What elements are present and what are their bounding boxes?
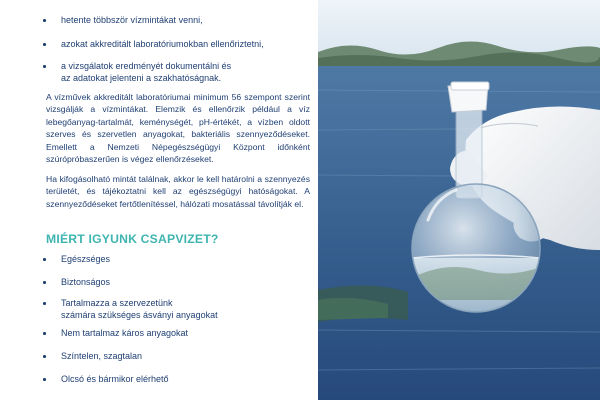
water-sample-photo (318, 0, 600, 400)
bullet-icon (43, 19, 46, 22)
list-item: a vizsgálatok eredményét dokumentálni és az adatokat jelenteni a szakhatóságnak. (48, 60, 231, 84)
bullet-icon (43, 43, 46, 46)
paragraph-lab-testing: A vízművek akkreditált laboratóriumai minimum 56 szempont szerint vizsgálják a vízmintákat. Elemzik és ellenőrzik például a víz lebegőanyag-tartalmát, keménységét, pH-értékét, a vízben oldott szerves és szervetlen anyagokat, bakteriális szennyeződéseket. Emellett a Nemzeti Népegészségügyi Központ időnként szúrópróbaszerűen is végez ellenőrzéseket. (46, 92, 310, 165)
bullet-icon (43, 378, 46, 381)
bullet-icon (43, 332, 46, 335)
list-item: Tartalmazza a szervezetünk számára szükséges ásványi anyagokat (48, 297, 218, 321)
photo-panel (318, 0, 600, 400)
list-item: Színtelen, szagtalan (48, 350, 142, 362)
list-item: Biztonságos (48, 276, 110, 288)
bullet-icon (43, 65, 46, 68)
list-item: Egészséges (48, 253, 110, 265)
list-item: Nem tartalmaz káros anyagokat (48, 327, 188, 339)
paragraph-contamination: Ha kifogásolható mintát találnak, akkor le kell határolni a szennyezés területét, és tájékoztatni kell az egészségügyi hatóságokat. A szennyeződéseket fertőtlenítéssel, hálózati mosatással távolítják el. (46, 174, 310, 209)
list-item: Olcsó és bármikor elérhető (48, 373, 169, 385)
list-item: azokat akkreditált laboratóriumokban ellenőriztetni, (48, 38, 264, 50)
list-item: hetente többször vízmintákat venni, (48, 14, 203, 26)
bullet-icon (43, 258, 46, 261)
bullet-icon (43, 281, 46, 284)
bullet-icon (43, 355, 46, 358)
section-heading: MIÉRT IGYUNK CSAPVIZET? (46, 232, 219, 246)
bullet-icon (43, 302, 46, 305)
